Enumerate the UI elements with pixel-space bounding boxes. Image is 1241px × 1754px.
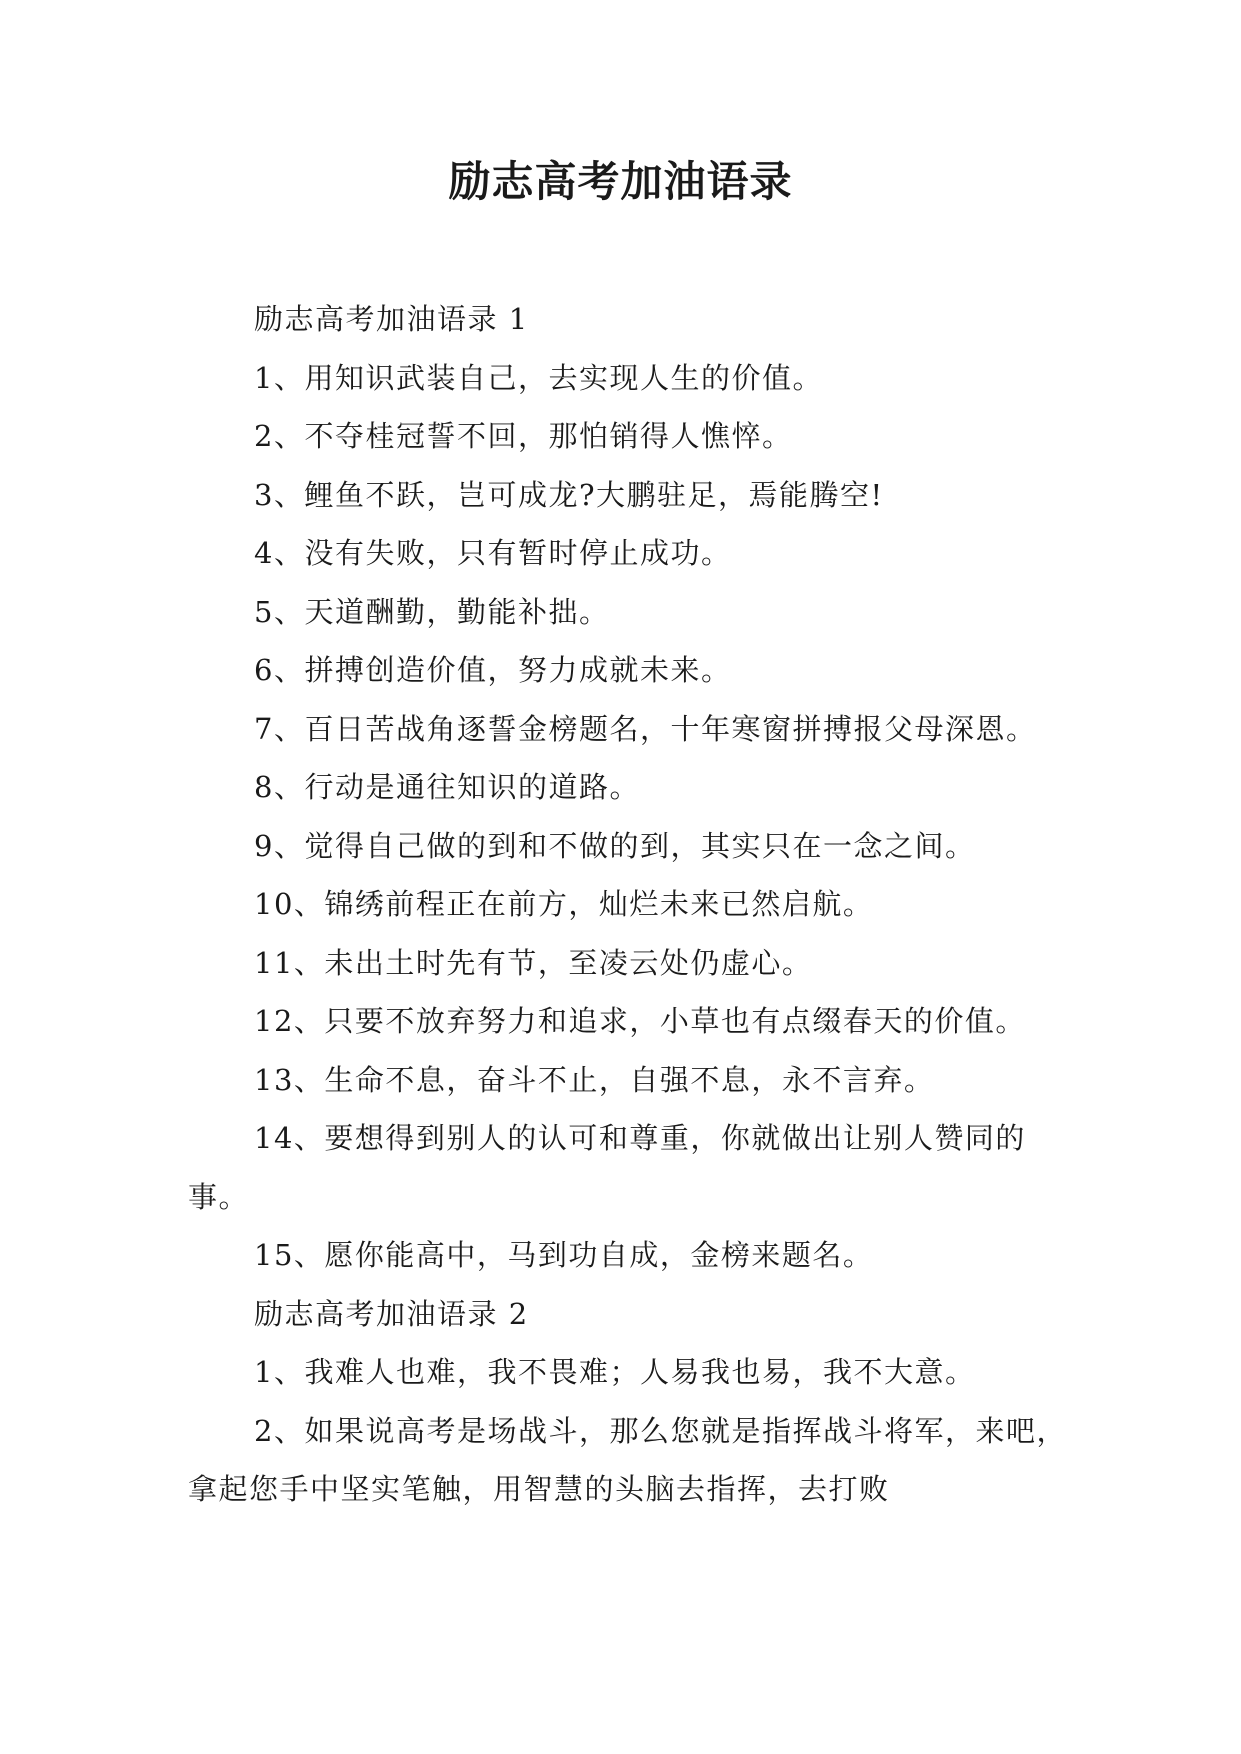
quote-item-15: 15、愿你能高中，马到功自成，金榜来题名。 bbox=[254, 1238, 874, 1272]
document-body bbox=[188, 290, 1068, 1519]
quote-item-9: 9、觉得自己做的到和不做的到，其实只在一念之间。 bbox=[254, 828, 976, 863]
quote-item-6: 6、拼搏创造价值，努力成就未来。 bbox=[254, 653, 732, 687]
quote-item-1: 1、用知识武装自己，去实现人生的价值。 bbox=[254, 360, 823, 395]
quote-item-10: 10、锦绣前程正在前方，灿烂未来已然启航。 bbox=[254, 887, 874, 921]
quote-item-4: 4、没有失败，只有暂时停止成功。 bbox=[254, 536, 732, 570]
section-heading-2: 励志高考加油语录 2 bbox=[254, 1296, 529, 1331]
quote-item-11: 11、未出土时先有节，至凌云处仍虚心。 bbox=[254, 945, 813, 980]
quote-item-14: 14、要想得到别人的认可和尊重，你就做出让别人赞同的事。 bbox=[188, 1121, 1026, 1214]
quote-item-8: 8、行动是通往知识的道路。 bbox=[254, 770, 640, 804]
quote-item-5: 5、天道酬勤，勤能补拙。 bbox=[254, 594, 610, 629]
quote-item-2-2: 2、如果说高考是场战斗，那么您就是指挥战斗将军，来吧，拿起您手中坚实笔触，用智慧的头脑去指挥，去打败 bbox=[188, 1413, 1067, 1506]
quote-item-2: 2、不夺桂冠誓不回，那怕销得人憔悴。 bbox=[254, 419, 793, 453]
quote-item-3: 3、鲤鱼不跃，岂可成龙?大鹏驻足，焉能腾空! bbox=[254, 477, 884, 512]
document-title: 励志高考加油语录 bbox=[448, 157, 793, 206]
quote-item-2-1: 1、我难人也难，我不畏难；人易我也易，我不大意。 bbox=[254, 1355, 976, 1389]
quote-item-13: 13、生命不息，奋斗不止，自强不息，永不言弃。 bbox=[254, 1062, 935, 1097]
section-heading-1: 励志高考加油语录 1 bbox=[254, 302, 529, 336]
quote-item-7: 7、百日苦战角逐誓金榜题名，十年寒窗拼搏报父母深恩。 bbox=[254, 711, 1037, 746]
quote-item-12: 12、只要不放弃努力和追求，小草也有点缀春天的价值。 bbox=[254, 1004, 1026, 1038]
